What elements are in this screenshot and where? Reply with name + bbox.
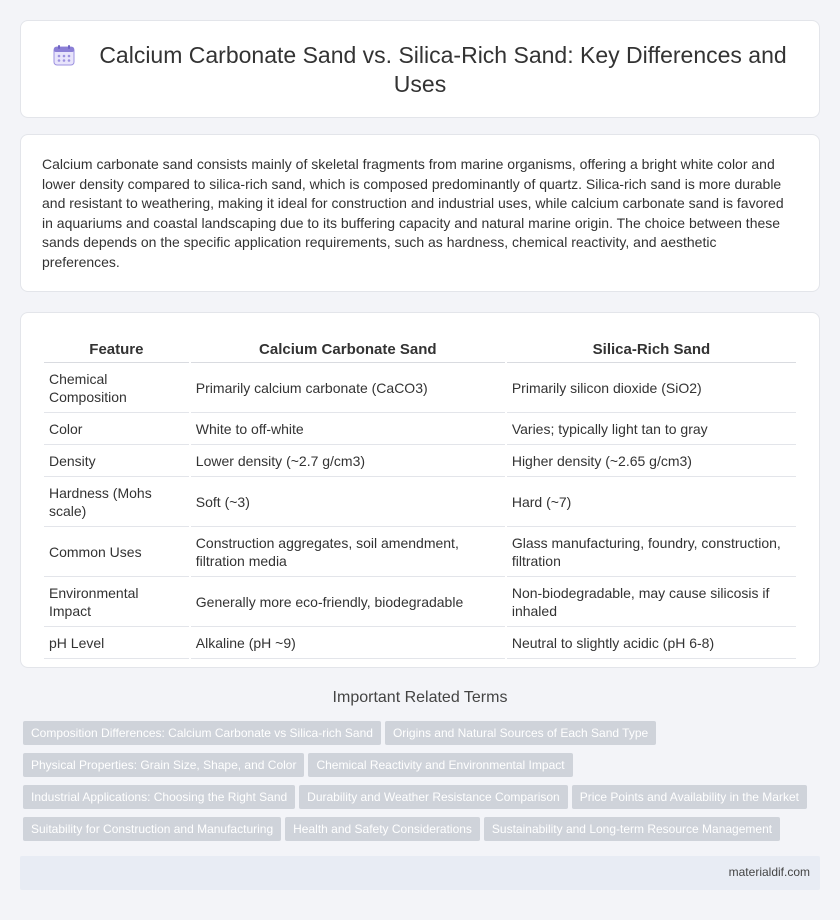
table-row [44, 627, 796, 659]
intro-paragraph: Calcium carbonate sand consists mainly of skeletal fragments from marine organisms, offering a bright white color and lower density compared to silica-rich sand, which is composed predominantly of quartz. Silica-rich sand is more durable and resistant to weathering, making it ideal for construction and industrial uses, while calcium carbonate sand is favored in aquariums and coastal landscaping due to its buffering capacity and natural marine origin. The choice between these sands depends on the specific application requirements, such as hardness, chemical reactivity, and aesthetic preferences. [42, 156, 784, 270]
term-tag[interactable]: Sustainability and Long-term Resource Management [484, 817, 780, 841]
table-header-row [44, 333, 796, 363]
header-calcium-carbonate: Calcium Carbonate Sand [191, 333, 505, 363]
page-title-wrap [21, 41, 819, 99]
comparison-table [42, 333, 798, 659]
table-row [44, 577, 796, 627]
table-row [44, 527, 796, 577]
table-row [44, 413, 796, 445]
footer-site-link[interactable]: materialdif.com [728, 865, 810, 879]
cell-silica: Glass manufacturing, foundry, construction, filtration [507, 527, 796, 577]
cell-feature: Density [44, 445, 189, 477]
cell-calcium: Primarily calcium carbonate (CaCO3) [191, 363, 505, 413]
cell-calcium: Generally more eco-friendly, biodegradable [191, 577, 505, 627]
header-silica-rich: Silica-Rich Sand [507, 333, 796, 363]
term-tag[interactable]: Price Points and Availability in the Market [572, 785, 807, 809]
term-tag[interactable]: Origins and Natural Sources of Each Sand Type [385, 721, 656, 745]
term-tag[interactable]: Physical Properties: Grain Size, Shape, and Color [23, 753, 304, 777]
comparison-table-card [20, 312, 820, 668]
table-row [44, 363, 796, 413]
header-feature: Feature [44, 333, 189, 363]
cell-silica: Primarily silicon dioxide (SiO2) [507, 363, 796, 413]
cell-calcium: Lower density (~2.7 g/cm3) [191, 445, 505, 477]
cell-feature: Environmental Impact [44, 577, 189, 627]
cell-silica: Neutral to slightly acidic (pH 6-8) [507, 627, 796, 659]
footer [20, 856, 820, 890]
table-row [44, 477, 796, 527]
related-terms-title: Important Related Terms [332, 689, 508, 706]
intro-card [20, 134, 820, 292]
cell-feature: Color [44, 413, 189, 445]
cell-feature: Hardness (Mohs scale) [44, 477, 189, 527]
cell-calcium: Soft (~3) [191, 477, 505, 527]
cell-silica: Higher density (~2.65 g/cm3) [507, 445, 796, 477]
table-row [44, 445, 796, 477]
cell-calcium: Construction aggregates, soil amendment, filtration media [191, 527, 505, 577]
cell-feature: Common Uses [44, 527, 189, 577]
term-tag[interactable]: Industrial Applications: Choosing the Right Sand [23, 785, 295, 809]
term-tag[interactable]: Suitability for Construction and Manufacturing [23, 817, 281, 841]
cell-silica: Non-biodegradable, may cause silicosis if inhaled [507, 577, 796, 627]
calendar-icon [53, 44, 75, 66]
cell-silica: Hard (~7) [507, 477, 796, 527]
page-title: Calcium Carbonate Sand vs. Silica-Rich Sand: Key Differences and Uses [99, 42, 787, 97]
related-terms-list [23, 721, 823, 849]
cell-calcium: White to off-white [191, 413, 505, 445]
cell-feature: Chemical Composition [44, 363, 189, 413]
term-tag[interactable]: Chemical Reactivity and Environmental Impact [308, 753, 572, 777]
term-tag[interactable]: Durability and Weather Resistance Comparison [299, 785, 568, 809]
term-tag[interactable]: Composition Differences: Calcium Carbonate vs Silica-rich Sand [23, 721, 381, 745]
cell-calcium: Alkaline (pH ~9) [191, 627, 505, 659]
header-card [20, 20, 820, 118]
cell-silica: Varies; typically light tan to gray [507, 413, 796, 445]
term-tag[interactable]: Health and Safety Considerations [285, 817, 480, 841]
cell-feature: pH Level [44, 627, 189, 659]
